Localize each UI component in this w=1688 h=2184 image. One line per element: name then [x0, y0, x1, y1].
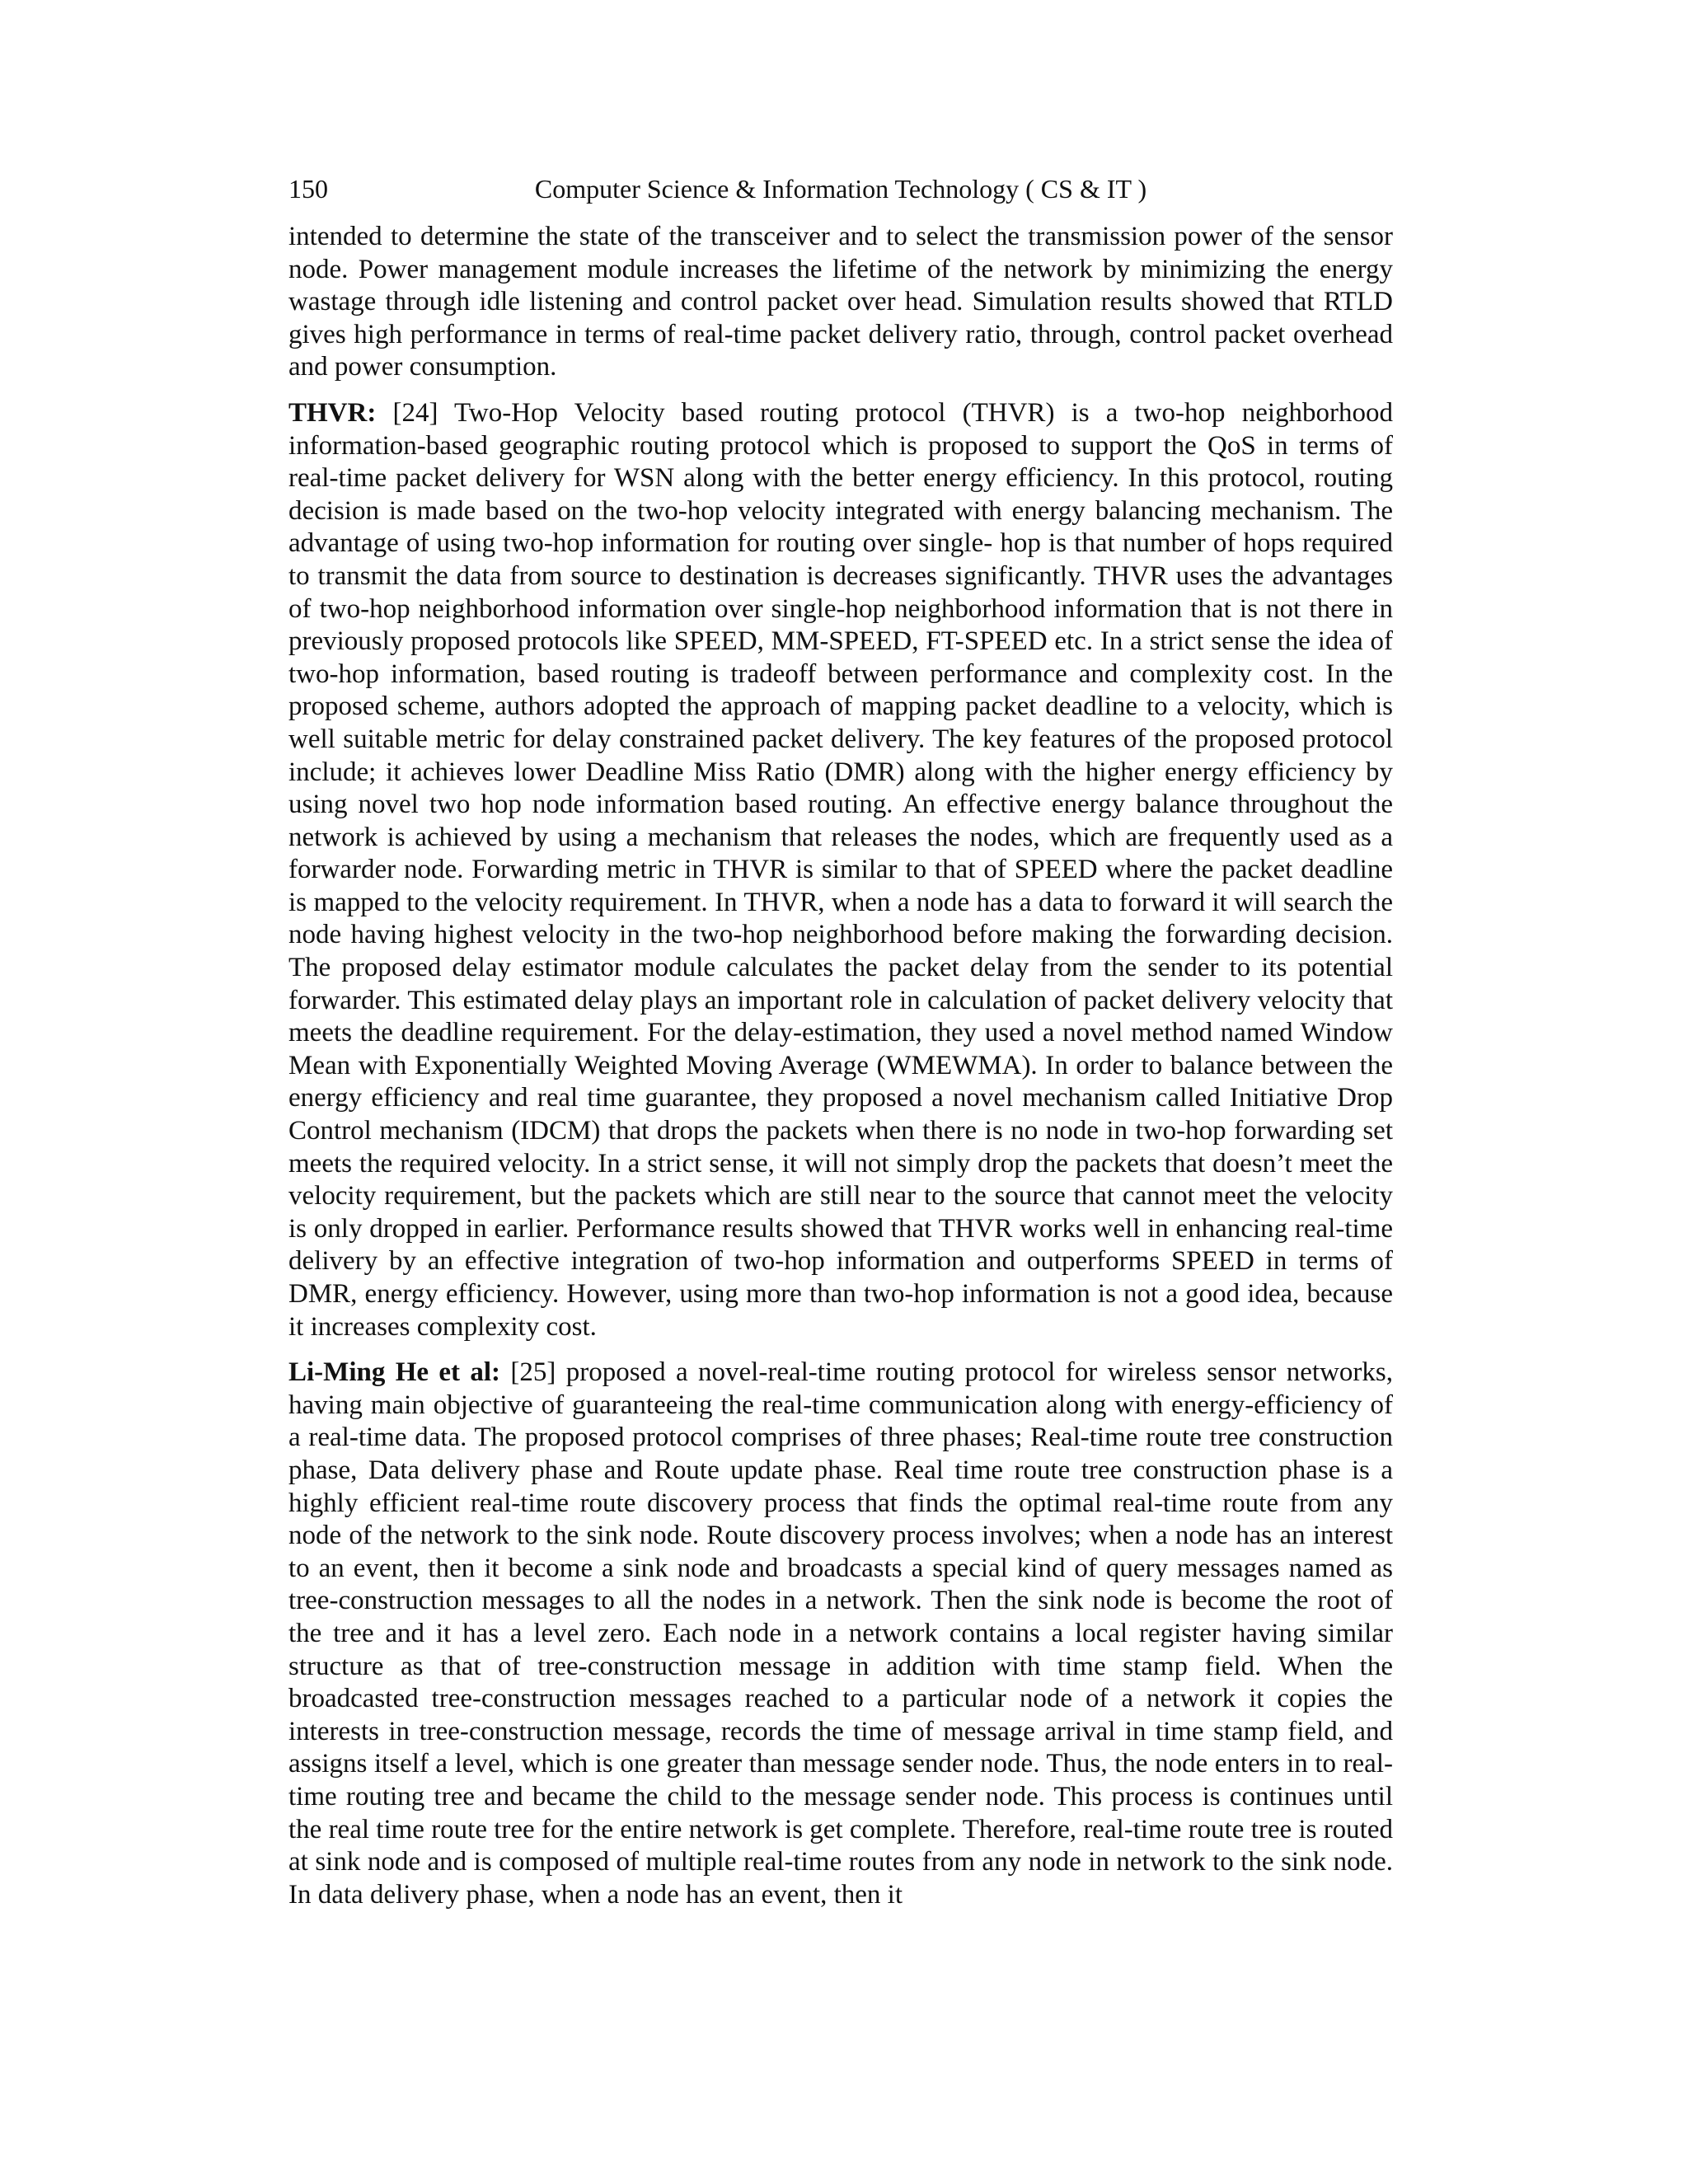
paragraph-text: [24] Two-Hop Velocity based routing protocol (THVR) is a two-hop neighborhood information-based geographic routing protocol which is proposed to support the QoS in terms of real-time packet delivery for WSN along with the better energy efficiency. In this protocol, routing decision is made based on the two-hop velocity integrated with energy balancing mechanism. The advantage of using two-hop information for routing over single- hop is that number of hops required to transmit the data from source to destination is decreases significantly. THVR uses the advantages of two-hop neighborhood information over single-hop neighborhood information that is not there in previously proposed protocols like SPEED, MM-SPEED, FT-SPEED etc. In a strict sense the idea of two-hop information, based routing is tradeoff between performance and complexity cost. In the proposed scheme, authors adopted the approach of mapping packet deadline to a velocity, which is well suitable metric for delay constrained packet delivery. The key features of the proposed protocol include; it achieves lower Deadline Miss Ratio (DMR) along with the higher energy efficiency by using novel two hop node information based routing. An effective energy balance throughout the network is achieved by using a mechanism that releases the nodes, which are frequently used as a forwarder node. Forwarding metric in THVR is similar to that of SPEED where the packet deadline is mapped to the velocity requirement. In THVR, when a node has a data to forward it will search the node having highest velocity in the two-hop neighborhood before making the forwarding decision. The proposed delay estimator module calculates the packet delay from the sender to its potential forwarder. This estimated delay plays an important role in calculation of packet delivery velocity that meets the deadline requirement. For the delay-estimation, they used a novel method named Window Mean with Exponentially Weighted Moving Average (WMEWMA). In order to balance between the energy efficiency and real time guarantee, they proposed a novel mechanism called Initiative Drop Control mechanism (IDCM) that drops the packets when there is no node in two-hop forwarding set meets the required velocity. In a strict sense, it will not simply drop the packets that doesn’t meet the velocity requirement, but the packets which are still near to the source that cannot meet the velocity is only dropped in earlier. Performance results showed that THVR works well in enhancing real-time delivery by an effective integration of two-hop information and outperforms SPEED in terms of DMR, energy efficiency. However, using more than two-hop information is not a good idea, because it increases complexity cost. [288, 397, 1393, 1342]
paragraph-lead-li-ming-he: Li-Ming He et al: [288, 1357, 501, 1388]
paragraph-text: intended to determine the state of the transceiver and to select the transmission power of the sensor node. Power management module increases the lifetime of the network by minimizing the energy wastage through idle listening and control packet over head. Simulation results showed that RTLD gives high performance in terms of real-time packet delivery ratio, through, control packet overhead and power consumption. [288, 222, 1393, 382]
paragraph-lead-thvr: THVR: [288, 397, 377, 428]
running-title: Computer Science & Information Technology ( CS & IT ) [534, 174, 1147, 204]
page-number: 150 [288, 174, 328, 204]
paragraph-rtld-continued [288, 221, 1393, 384]
paragraph-li-ming-he [288, 1357, 1393, 1911]
paragraph-thvr [288, 397, 1393, 1343]
paragraph-text: [25] proposed a novel-real-time routing protocol for wireless sensor networks, having main objective of guaranteeing the real-time communication along with energy-efficiency of a real-time data. The proposed protocol comprises of three phases; Real-time route tree construction phase, Data delivery phase and Route update phase. Real time route tree construction phase is a highly efficient real-time route discovery process that finds the optimal real-time route from any node of the network to the sink node. Route discovery process involves; when a node has an interest to an event, then it become a sink node and broadcasts a special kind of query messages named as tree-construction messages to all the nodes in a network. Then the sink node is become the root of the tree and it has a level zero. Each node in a network contains a local register having similar structure as that of tree-construction message in addition with time stamp field. When the broadcasted tree-construction messages reached to a particular node of a network it copies the interests in tree-construction message, records the time of message arrival in time stamp field, and assigns itself a level, which is one greater than message sender node. Thus, the node enters in to real-time routing tree and became the child to the message sender node. This process is continues until the real time route tree for the entire network is get complete. Therefore, real-time route tree is routed at sink node and is composed of multiple real-time routes from any node in network to the sink node. In data delivery phase, when a node has an event, then it [288, 1357, 1394, 1910]
body-text [288, 221, 1393, 1911]
page-header [288, 170, 1393, 208]
